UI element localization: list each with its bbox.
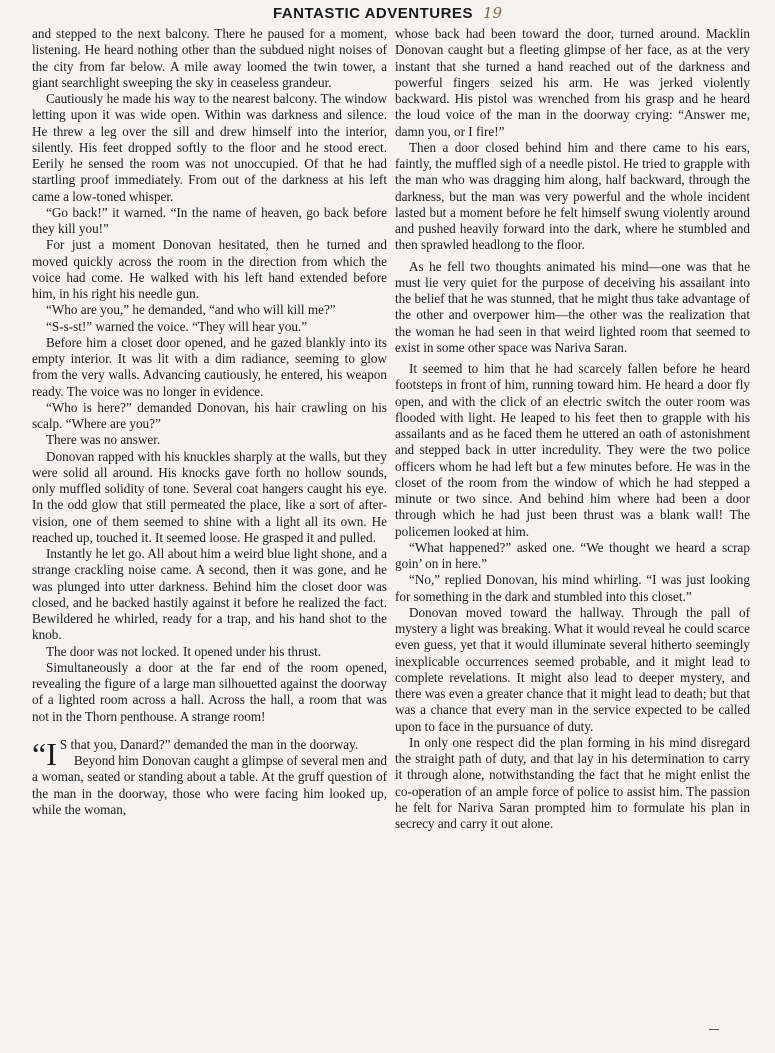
- paragraph: “No,” replied Donovan, his mind whirling. “I was just looking for something in the dark and stumbled into this closet.”: [395, 572, 750, 604]
- paragraph: “Go back!” it warned. “In the name of heaven, go back before they kill you!”: [32, 204, 387, 236]
- paragraph: Cautiously he made his way to the nearest balcony. The window letting upon it was wide open. Within was darkness and silence. He threw a leg over the sill and drew himself into the interior, silently. His feet dropped softly to the floor and he stood erect. Eerily he sensed the room was not unoccupied. Of that he had startling proof immediately. From out of the darkness at his left came a low-toned whisper.: [32, 91, 387, 204]
- paragraph: In only one respect did the plan forming in his mind disregard the straight path of duty, and that lay in his determination to carry it through alone, notwithstanding the fact that he might enlist the co-operation of an ample force of police to assist him. The passion he felt for Nariva Saran prompted him to formulate his plan in secrecy and carry it out alone.: [395, 734, 750, 831]
- right-column: [395, 26, 750, 832]
- paragraph: Then a door closed behind him and there came to his ears, faintly, the muffled sigh of a needle pistol. He tried to grapple with the man who was dragging him along, half backward, through the darkness, but the man was very powerful and the whole incident lasted but a moment before he felt himself swung violently around and pushed heavily forward into the dark, where he stumbled and then sprawled headlong to the floor.: [395, 139, 750, 253]
- paragraph-text: S that you, Danard?” demanded the man in the doorway.: [59, 736, 359, 752]
- paragraph: The door was not locked. It opened under his thrust.: [46, 643, 322, 659]
- drop-cap: “I: [32, 735, 57, 772]
- paragraph: “S-s-st!” warned the voice. “They will hear you.”: [46, 318, 308, 334]
- paragraph: and stepped to the next balcony. There he paused for a moment, listening. He heard nothing other than the subdued night noises of the city from far below. A mile away loomed the twin tower, a giant searchlight sweeping the sky in ceaseless grandeur.: [32, 26, 387, 90]
- paragraph: “Who is here?” demanded Donovan, his hair crawling on his scalp. “Where are you?”: [32, 399, 387, 431]
- paragraph: There was no answer.: [46, 432, 161, 448]
- page-number: 19: [482, 4, 503, 23]
- paragraph: Beyond him Donovan caught a glimpse of several men and a woman, seated or standing about a table. At the gruff question of the man in the doorway, those who were facing him looked up, while the woman,: [32, 753, 387, 817]
- paragraph: [32, 735, 387, 772]
- magazine-title: FANTASTIC ADVENTURES: [272, 4, 473, 22]
- paragraph: “What happened?” asked one. “We thought we heard a scrap goin’ on in here.”: [395, 539, 750, 571]
- paragraph: As he fell two thoughts animated his mind—one was that he must lie very quiet for the purpose of deceiving his assailant into the belief that he was stunned, that he might thus take advantage of the other and overpower him—the other was the realization that the woman he had seen in that weird lighted room that seemed to exist in some other space was Nariva Saran.: [395, 258, 750, 355]
- paragraph: Donovan rapped with his knuckles sharply at the walls, but they were solid all around. His knocks gave forth no hollow sounds, only muffled solidity of tone. Several coat hangers caught his eye. In the odd glow that still permeated the place, like a sort of after-vision, one of them seemed to shine with a light all its own. He reached up, touched it. It seemed loose. He grasped it and pulled.: [32, 448, 387, 545]
- end-mark: [709, 1029, 719, 1030]
- paragraph: “Who are you,” he demanded, “and who will kill me?”: [46, 302, 336, 318]
- page-header: [0, 4, 775, 26]
- left-column: [32, 26, 387, 818]
- paragraph: Before him a closet door opened, and he gazed blankly into its empty interior. It was lit with a dim radiance, seeming to glow from the very walls. Advancing cautiously, he entered, his weapon ready. The voice was no longer in evidence.: [32, 334, 387, 399]
- paragraph: Instantly he let go. All about him a weird blue light shone, and a strange crackling noise came. A second, then it was gone, and he was plunged into utter darkness. Behind him the closet door was closed, and he backed hastily against it before he realized the fact. Bewildered he whirled, ready for a trap, and his hand shot to the knob.: [32, 546, 387, 643]
- paragraph: Donovan moved toward the hallway. Through the pall of mystery a light was breaking. What it would reveal he could scarce even guess, yet that it would illuminate several hitherto seemingly inexplicable occurrences seemed probable, and it might lead to complete revelations. It might also lead to deeper mystery, and there was even a greater chance that it might lead to death; but that was a chance that every man in the service expected to be called upon to face in the pursuance of duty.: [395, 604, 750, 734]
- paragraph: For just a moment Donovan hesitated, then he turned and moved quickly across the room in the direction from which the voice had come. He walked with his left hand extended before him, in his right his needle gun.: [32, 237, 387, 301]
- paragraph: It seemed to him that he had scarcely fallen before he heard footsteps in front of him, running toward him. He heard a door fly open, and with the click of an electric switch the outer room was flooded with light. He leaped to his feet then to grapple with his assailants and as he faced them he uttered an oath of astonishment and stepped back in utter incredulity. They were the two police officers whom he had left but a few minutes before. He was in the closet of the room from the window of which he had stepped a minute or two since. And behind him where had been a door through which he had just been thrust was a blank wall! The policemen looked at him.: [395, 361, 750, 539]
- paragraph: whose back had been toward the door, turned around. Macklin Donovan caught but a fleeting glimpse of her face, as at the very instant that she turned a hand reached out of the darkness and powerful fingers seized his arm. He was jerked violently backward. His pistol was wrenched from his grasp and he heard the loud voice of the man in the doorway crying: “Answer me, damn you, or I fire!”: [395, 26, 750, 139]
- paragraph: Simultaneously a door at the far end of the room opened, revealing the figure of a large man silhouetted against the doorway of a lighted room across a hall. Across the hall, a room that was not in the Thorn penthouse. A strange room!: [32, 659, 387, 724]
